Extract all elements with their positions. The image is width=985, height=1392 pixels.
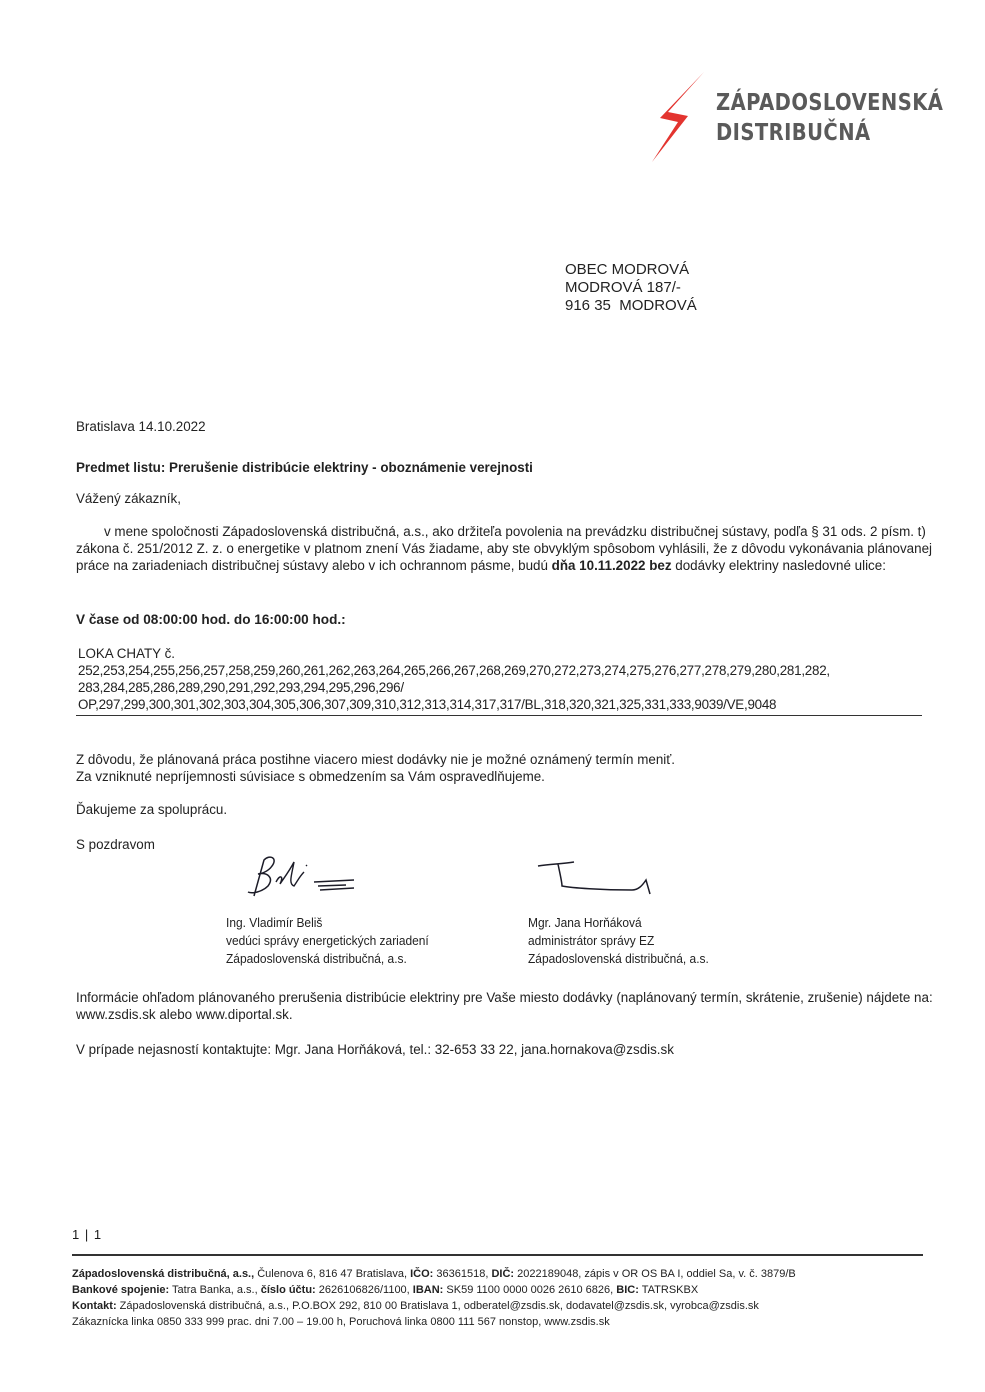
info-paragraph: Informácie ohľadom plánovaného prerušenia distribúcie elektriny pre Vaše miesto dodávky (naplánovaný termín, skrátenie, zrušenie) nájdete na: www.zsdis.sk alebo www.diportal.sk. [76,990,933,1022]
contact-line: V prípade nejasností kontaktujte: Mgr. Jana Horňáková, tel.: 32-653 33 22, jana.hornakova@zsdis.sk [76,1042,674,1057]
para-end-text: dodávky elektriny nasledovné ulice: [675,558,886,573]
letter-main-paragraph [76,523,936,574]
signer-name: Ing. Vladimír Beliš [226,915,323,930]
footer-line4: Zákaznícka linka 0850 333 999 prac. dni 7.00 – 19.00 h, Poruchová linka 0800 111 567 nonstop, www.zsdis.sk [72,1316,610,1328]
para-bez: bez [649,558,672,573]
thanks-line: Ďakujeme za spoluprácu. [76,802,228,817]
affected-streets [78,645,928,713]
recipient-line3: 916 35 MODROVÁ [565,297,697,314]
signer-name: Mgr. Jana Horňáková [528,915,642,930]
signer-company: Západoslovenská distribučná, a.s. [528,951,709,966]
street-list-line2: 283,284,285,286,289,290,291,292,293,294,295,296,296/ [78,680,404,695]
recipient-address [565,261,697,315]
footer-line1: Západoslovenská distribučná, a.s., Čulenova 6, 816 47 Bratislava, IČO: 36361518, DIČ: 2022189048, zápis v OR OS BA I, oddiel Sa, v. č. 3879/B [72,1268,796,1280]
letter-date: Bratislava 14.10.2022 [76,419,206,434]
brand-logo-text [716,88,943,148]
signature-hornakova [532,856,662,898]
recipient-line2: MODROVÁ 187/- [565,279,681,296]
brand-name-line1: ZÁPADOSLOVENSKÁ [716,90,944,116]
signer-role: administrátor správy EZ [528,933,655,948]
closing-line1: Z dôvodu, že plánovaná práca postihne viacero miest dodávky nie je možné oznámený termín meniť. [76,752,675,767]
recipient-line1: OBEC MODROVÁ [565,261,690,278]
brand-name-line2: DISTRIBUČNÁ [716,120,871,146]
signer-hornakova [528,914,709,968]
lightning-bolt-icon [648,72,710,162]
signer-role: vedúci správy energetických zariadení [226,933,429,948]
letter-greeting: Vážený zákazník, [76,491,181,506]
footer-line2: Bankové spojenie: Tatra Banka, a.s., číslo účtu: 2626106826/1100, IBAN: SK59 1100 0000 0026 2610 6826, BIC: TATRSKBX [72,1284,699,1296]
street-list-underline [76,715,922,716]
signer-company: Západoslovenská distribučná, a.s. [226,951,407,966]
regards-line: S pozdravom [76,837,155,852]
closing-line2: Za vzniknuté nepríjemnosti súvisiace s obmedzením sa Vám ospravedlňujeme. [76,769,545,784]
letter-subject: Predmet listu: Prerušenie distribúcie elektriny - oboznámenie verejnosti [76,460,533,475]
para-main-text: v mene spoločnosti Západoslovenská distribučná, a.s., ako držiteľa povolenia na prevádzku distribučnej sústavy, podľa § 31 ods. 2 písm. t) zákona č. 251/2012 Z. z. o energetike v platnom znení Vás žiadame, aby ste obvyklým spôsobom vyhlásili, že z dôvodu vykonávania plánovanej práce na zariadeniach distribučnej sústavy alebo v ich ochrannom pásme, budú [76,524,932,573]
street-list-line1: 252,253,254,255,256,257,258,259,260,261,262,263,264,265,266,267,268,269,270,272,273,274,275,276,277,278,279,280,281,282, [78,663,830,678]
signature-belis [234,852,364,902]
street-heading: LOKA CHATY č. [78,646,175,661]
outage-time-range: V čase od 08:00:00 hod. do 16:00:00 hod.: [76,612,346,627]
page-number: 1 | 1 [72,1227,103,1242]
signer-belis [226,914,429,968]
para-date: dňa 10.11.2022 [551,558,646,573]
footer-divider [72,1254,923,1256]
street-list-line3: OP,297,299,300,301,302,303,304,305,306,307,309,310,312,313,314,317,317/BL,318,320,321,325,331,333,9039/VE,9048 [78,697,777,712]
company-footer [72,1266,796,1330]
footer-line3: Kontakt: Západoslovenská distribučná, a.s., P.O.BOX 292, 810 00 Bratislava 1, odberatel@zsdis.sk, dodavatel@zsdis.sk, vyrobca@zsdis.sk [72,1300,759,1312]
